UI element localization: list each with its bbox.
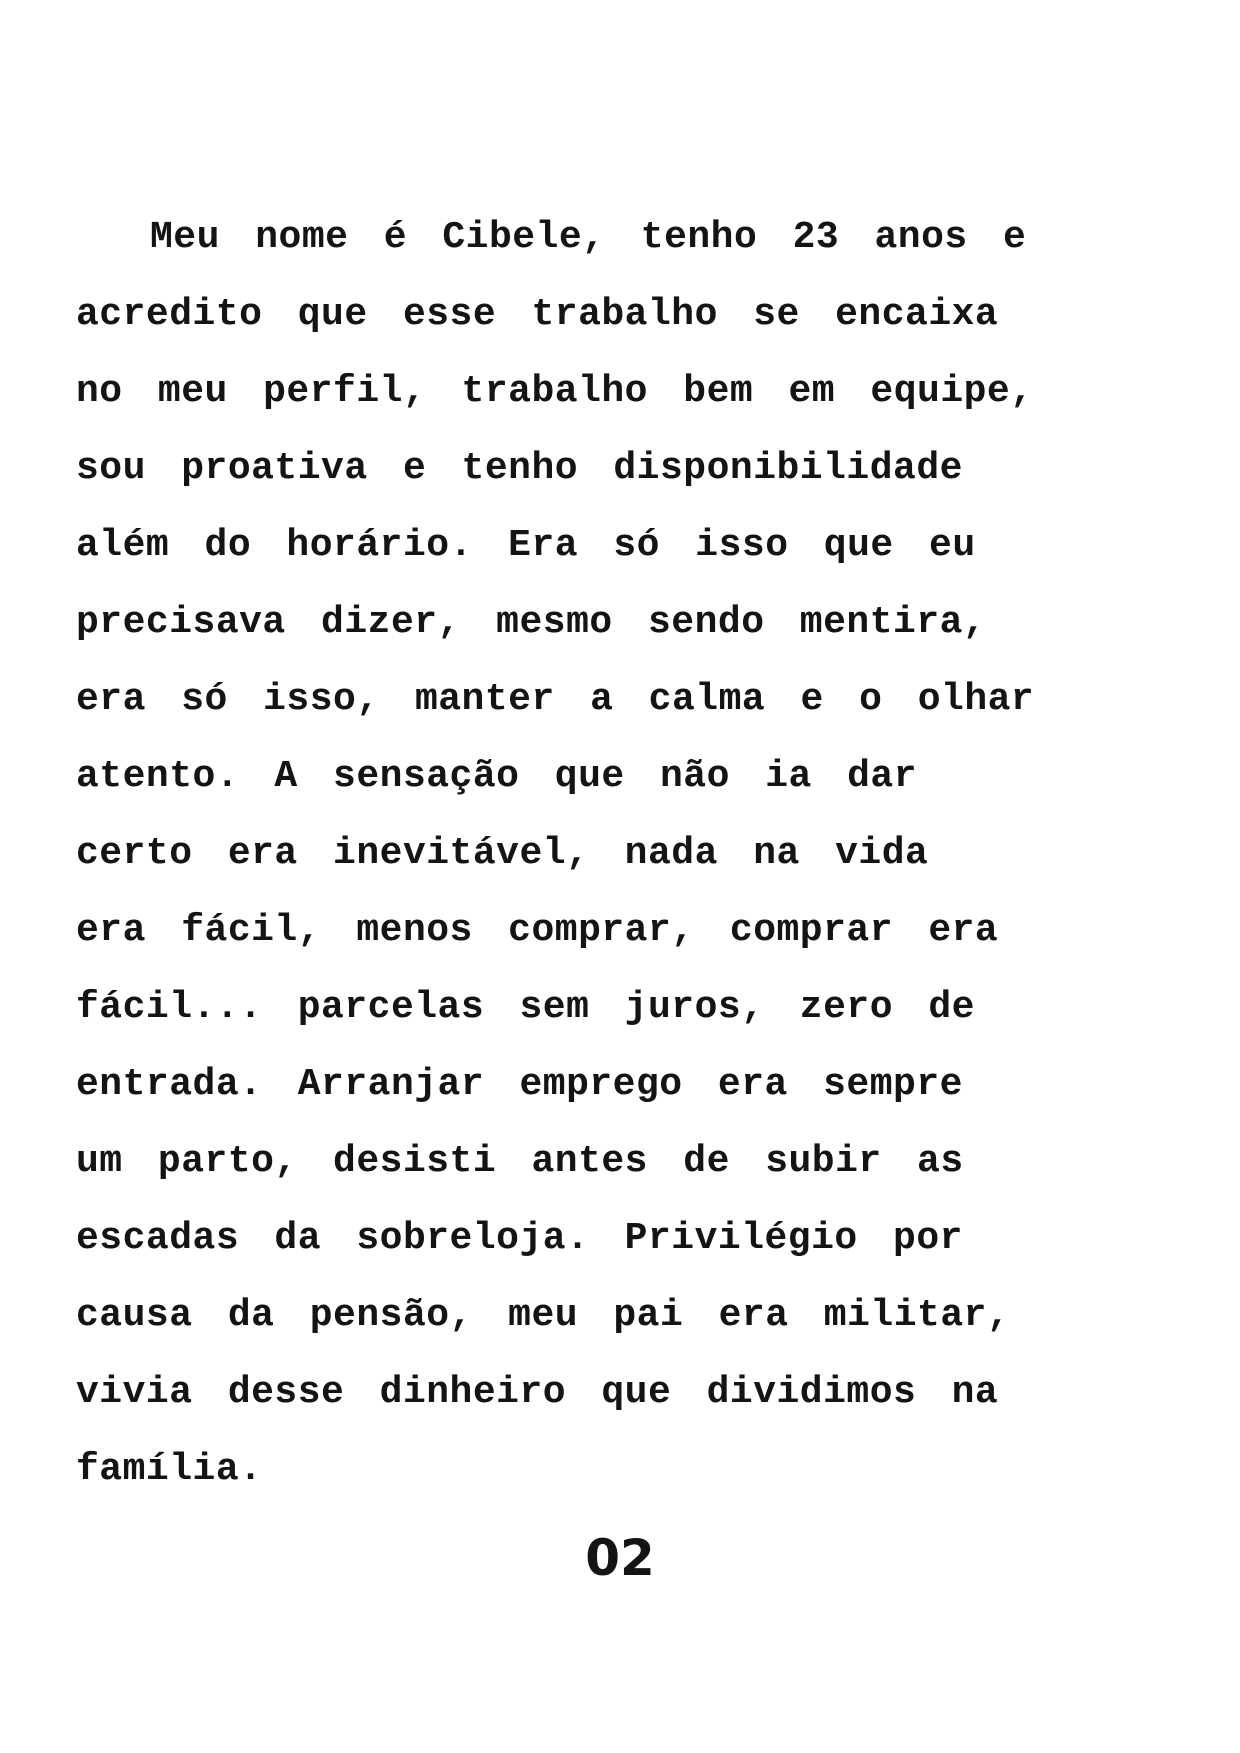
page-number: 02 <box>585 1529 655 1587</box>
text-line: família. <box>76 1448 263 1491</box>
text-line: era fácil, menos comprar, comprar era <box>76 909 999 952</box>
text-line: um parto, desisti antes de subir as <box>76 1140 964 1183</box>
text-line: além do horário. Era só isso que eu <box>76 524 976 567</box>
text-line: acredito que esse trabalho se encaixa <box>76 293 999 336</box>
text-line: vivia desse dinheiro que dividimos na <box>76 1371 999 1414</box>
text-line: escadas da sobreloja. Privilégio por <box>76 1217 963 1260</box>
text-line: precisava dizer, mesmo sendo mentira, <box>76 601 987 644</box>
text-line: certo era inevitável, nada na vida <box>76 832 929 875</box>
text-line: atento. A sensação que não ia dar <box>76 755 918 798</box>
text-line: no meu perfil, trabalho bem em equipe, <box>76 370 1034 413</box>
text-line: fácil... parcelas sem juros, zero de <box>76 986 975 1029</box>
text-line: Meu nome é Cibele, tenho 23 anos e <box>150 216 1027 259</box>
text-line: entrada. Arranjar emprego era sempre <box>76 1063 963 1106</box>
text-line: causa da pensão, meu pai era militar, <box>76 1294 1011 1337</box>
text-line: era só isso, manter a calma e o olhar <box>76 678 1035 721</box>
text-line: sou proativa e tenho disponibilidade <box>76 447 963 490</box>
